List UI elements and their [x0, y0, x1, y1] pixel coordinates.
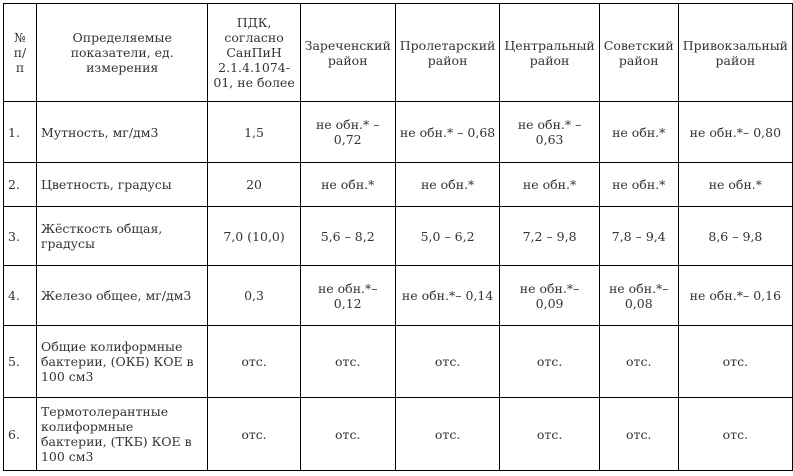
- row-value: отс.: [395, 398, 500, 471]
- row-value: отс.: [599, 398, 678, 471]
- header-pdk: ПДК, согласно СанПиН 2.1.4.1074-01, не более: [208, 4, 300, 102]
- row-indicator: Общие колиформные бактерии, (ОКБ) КОЕ в 100 см3: [36, 326, 207, 398]
- row-pdk: отс.: [208, 326, 300, 398]
- row-value: не обн.*: [300, 163, 395, 207]
- row-value: не обн.*: [500, 163, 599, 207]
- table-row: [4, 163, 793, 207]
- row-indicator: Жёсткость общая, градусы: [36, 207, 207, 266]
- row-value: 5,6 – 8,2: [300, 207, 395, 266]
- header-num: № п/п: [4, 4, 37, 102]
- row-pdk: 1,5: [208, 102, 300, 163]
- row-num: 3.: [4, 207, 37, 266]
- table-row: [4, 207, 793, 266]
- table-row: [4, 102, 793, 163]
- row-value: отс.: [678, 326, 792, 398]
- row-num: 5.: [4, 326, 37, 398]
- row-value: не обн.* – 0,72: [300, 102, 395, 163]
- row-value: не обн.* – 0,68: [395, 102, 500, 163]
- row-value: не обн.*: [599, 163, 678, 207]
- row-num: 1.: [4, 102, 37, 163]
- row-pdk: 20: [208, 163, 300, 207]
- row-value: не обн.*– 0,08: [599, 266, 678, 326]
- header-district-privokzalny: Привокзальный район: [678, 4, 792, 102]
- row-value: отс.: [300, 398, 395, 471]
- row-value: отс.: [678, 398, 792, 471]
- row-value: не обн.*– 0,16: [678, 266, 792, 326]
- row-value: 7,2 – 9,8: [500, 207, 599, 266]
- row-value: не обн.*– 0,14: [395, 266, 500, 326]
- row-value: отс.: [599, 326, 678, 398]
- table-row: [4, 266, 793, 326]
- header-district-sovetsky: Советский район: [599, 4, 678, 102]
- row-indicator: Цветность, градусы: [36, 163, 207, 207]
- header-district-proletarsky: Пролетарский район: [395, 4, 500, 102]
- header-row: [4, 4, 793, 102]
- header-district-tsentralny: Центральный район: [500, 4, 599, 102]
- row-pdk: отс.: [208, 398, 300, 471]
- row-value: не обн.* – 0,63: [500, 102, 599, 163]
- row-value: не обн.*: [599, 102, 678, 163]
- row-num: 2.: [4, 163, 37, 207]
- row-value: 5,0 – 6,2: [395, 207, 500, 266]
- row-num: 6.: [4, 398, 37, 471]
- header-indicator: Определяемые показатели, ед. измерения: [36, 4, 207, 102]
- row-indicator: Железо общее, мг/дм3: [36, 266, 207, 326]
- row-value: 8,6 – 9,8: [678, 207, 792, 266]
- row-pdk: 0,3: [208, 266, 300, 326]
- water-quality-table: [3, 3, 793, 471]
- row-value: отс.: [500, 326, 599, 398]
- row-num: 4.: [4, 266, 37, 326]
- header-district-zarechensky: Зареченский район: [300, 4, 395, 102]
- row-indicator: Термотолерантные колиформные бактерии, (ТКБ) КОЕ в 100 см3: [36, 398, 207, 471]
- row-indicator: Мутность, мг/дм3: [36, 102, 207, 163]
- row-value: отс.: [395, 326, 500, 398]
- row-value: отс.: [500, 398, 599, 471]
- row-value: не обн.*: [678, 163, 792, 207]
- row-value: не обн.*– 0,80: [678, 102, 792, 163]
- row-value: не обн.*– 0,12: [300, 266, 395, 326]
- row-value: не обн.*– 0,09: [500, 266, 599, 326]
- table-row: [4, 326, 793, 398]
- row-value: не обн.*: [395, 163, 500, 207]
- table-row: [4, 398, 793, 471]
- row-pdk: 7,0 (10,0): [208, 207, 300, 266]
- row-value: 7,8 – 9,4: [599, 207, 678, 266]
- row-value: отс.: [300, 326, 395, 398]
